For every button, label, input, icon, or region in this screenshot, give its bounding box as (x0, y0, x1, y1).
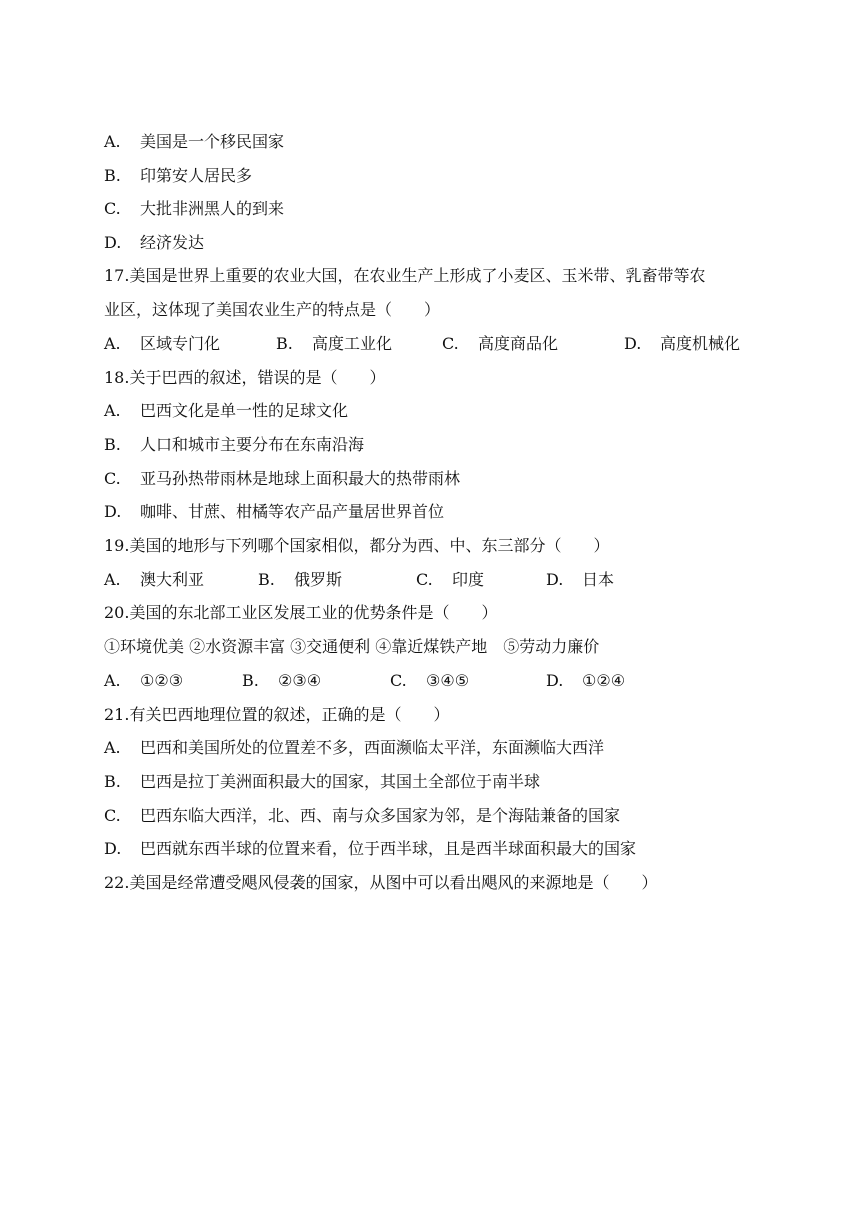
option-text: 巴西是拉丁美洲面积最大的国家，其国土全部位于南半球 (140, 772, 541, 791)
q19-option-a (104, 570, 204, 590)
option-letter: C. (104, 469, 121, 488)
option-text: 咖啡、甘蔗、柑橘等农产品产量居世界首位 (140, 502, 445, 521)
q21-option-c (104, 806, 620, 826)
option-letter: C. (104, 199, 121, 218)
option-letter: B. (242, 671, 259, 690)
option-text: 高度工业化 (312, 334, 393, 353)
q20-stem: 20.美国的东北部工业区发展工业的优势条件是（ ） (104, 603, 498, 622)
option-text: ①②③ (140, 671, 184, 690)
q17-option-a (104, 334, 220, 354)
option-letter: D. (104, 839, 122, 858)
q20-option-d (546, 671, 625, 691)
option-text: 巴西东临大西洋，北、西、南与众多国家为邻，是个海陆兼备的国家 (140, 806, 621, 825)
option-letter: B. (104, 772, 121, 791)
q16-option-d (104, 233, 204, 253)
q22-stem: 22.美国是经常遭受飓风侵袭的国家，从图中可以看出飓风的来源地是（ ） (104, 873, 658, 892)
option-letter: D. (104, 233, 122, 252)
q16-option-c (104, 199, 284, 219)
q20-options-row (104, 671, 704, 691)
q18-stem: 18.关于巴西的叙述，错误的是（ ） (104, 368, 386, 387)
q17-option-c (442, 334, 558, 354)
q20-option-b (242, 671, 321, 691)
q18-option-c (104, 469, 460, 489)
option-letter: D. (104, 502, 122, 521)
option-text: ③④⑤ (426, 671, 470, 690)
option-letter: D. (624, 334, 642, 353)
option-letter: C. (104, 806, 121, 825)
q17-options-row (104, 334, 764, 354)
option-text: 高度机械化 (660, 334, 741, 353)
option-text: 人口和城市主要分布在东南沿海 (140, 435, 365, 454)
option-text: 经济发达 (140, 233, 205, 252)
option-text: 印度 (452, 570, 485, 589)
q18-option-b (104, 435, 364, 455)
q20-option-a (104, 671, 183, 691)
option-letter: C. (442, 334, 459, 353)
option-text: 巴西就东西半球的位置来看，位于西半球，且是西半球面积最大的国家 (140, 839, 637, 858)
option-letter: A. (104, 738, 121, 757)
q18-option-a (104, 401, 348, 421)
option-letter: B. (104, 166, 121, 185)
option-letter: B. (276, 334, 293, 353)
q20-conditions: ①环境优美 ②水资源丰富 ③交通便利 ④靠近煤铁产地 ⑤劳动力廉价 (104, 637, 600, 656)
option-text: 巴西和美国所处的位置差不多，西面濒临太平洋，东面濒临大西洋 (140, 738, 605, 757)
q17-stem-line1: 17.美国是世界上重要的农业大国，在农业生产上形成了小麦区、玉米带、乳畜带等农 (104, 266, 706, 285)
option-letter: D. (546, 570, 564, 589)
q19-option-c (416, 570, 484, 590)
option-letter: B. (258, 570, 275, 589)
option-text: ①②④ (582, 671, 626, 690)
q19-stem: 19.美国的地形与下列哪个国家相似，都分为西、中、东三部分（ ） (104, 536, 610, 555)
q21-stem: 21.有关巴西地理位置的叙述，正确的是（ ） (104, 705, 450, 724)
q17-option-b (276, 334, 392, 354)
option-text: ②③④ (278, 671, 322, 690)
q16-option-a (104, 132, 284, 152)
option-letter: A. (104, 132, 121, 151)
option-text: 大批非洲黑人的到来 (140, 199, 285, 218)
option-letter: A. (104, 570, 121, 589)
option-text: 美国是一个移民国家 (140, 132, 285, 151)
q17-option-d (624, 334, 740, 354)
option-text: 印第安人居民多 (140, 166, 253, 185)
option-text: 俄罗斯 (294, 570, 343, 589)
q21-option-a (104, 738, 604, 758)
option-text: 日本 (582, 570, 615, 589)
option-text: 区域专门化 (140, 334, 221, 353)
option-letter: D. (546, 671, 564, 690)
q21-option-b (104, 772, 540, 792)
option-letter: C. (390, 671, 407, 690)
q19-options-row (104, 570, 664, 590)
q21-option-d (104, 839, 636, 859)
q19-option-b (258, 570, 342, 590)
q18-option-d (104, 502, 444, 522)
q20-option-c (390, 671, 469, 691)
q19-option-d (546, 570, 614, 590)
q16-option-b (104, 166, 252, 186)
option-text: 澳大利亚 (140, 570, 205, 589)
option-text: 亚马孙热带雨林是地球上面积最大的热带雨林 (140, 469, 461, 488)
option-letter: B. (104, 435, 121, 454)
option-letter: C. (416, 570, 433, 589)
q17-stem-line2: 业区，这体现了美国农业生产的特点是（ ） (104, 300, 441, 319)
option-letter: A. (104, 334, 121, 353)
option-text: 高度商品化 (478, 334, 559, 353)
option-letter: A. (104, 671, 121, 690)
option-letter: A. (104, 401, 121, 420)
option-text: 巴西文化是单一性的足球文化 (140, 401, 349, 420)
